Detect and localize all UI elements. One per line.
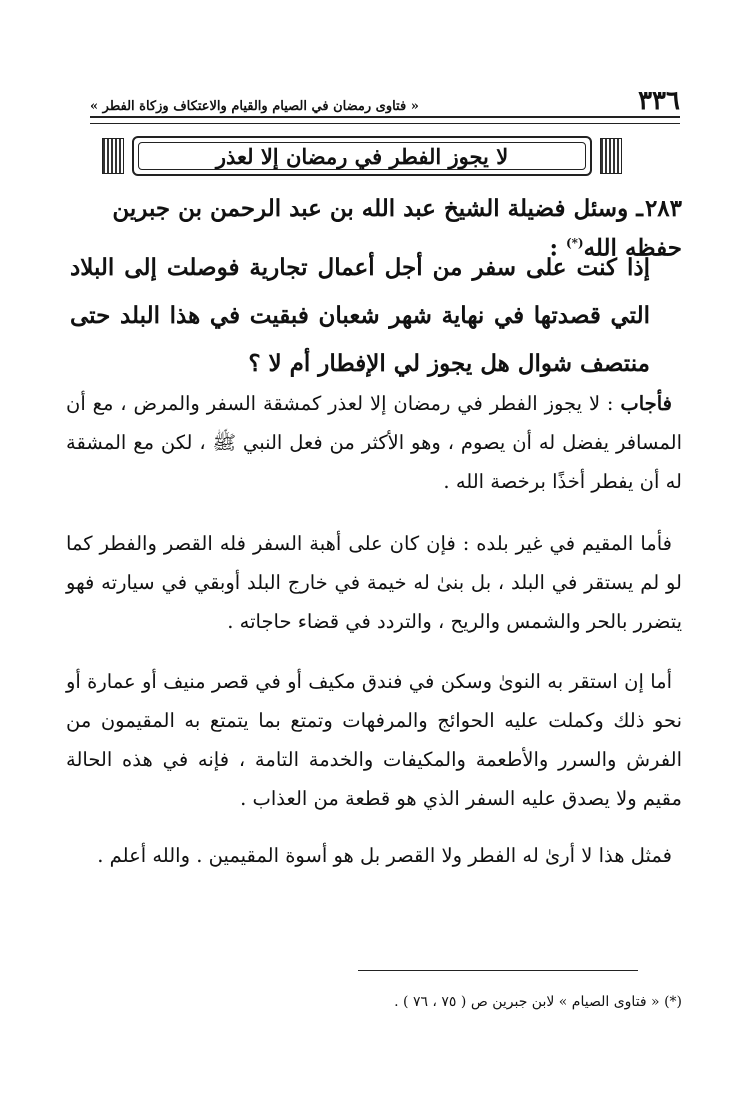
header-rule	[90, 116, 680, 124]
running-header	[90, 88, 680, 114]
question-number: ٢٨٣	[644, 195, 682, 222]
answer-paragraph-3: أما إن استقر به النوىٰ وسكن في فندق مكيف أو في قصر منيف أو عمارة أو نحو ذلك وكملت عليه الحوائج والمرفهات وتمتع بما يتمتع به المقيمون من الفرش والسرر والأطعمة والمكيفات والخدمة التامة ، فإنه في هذه الحالة مقيم ولا يصدق عليه السفر الذي هو قطعة من العذاب .	[66, 670, 682, 810]
answer-paragraph-1-text: : لا يجوز الفطر في رمضان إلا لعذر كمشقة السفر والمرض ، مع أن المسافر يفضل له أن يصوم ، وهو الأكثر من فعل النبي ﷺ ، لكن مع المشقة له أن يفطر أخذًا برخصة الله .	[66, 392, 682, 493]
section-title: لا يجوز الفطر في رمضان إلا لعذر	[215, 143, 509, 169]
question-heading-end: :	[549, 234, 566, 262]
answer-label: فأجاب	[620, 392, 672, 415]
banner-ornament-right	[600, 138, 622, 174]
page-number: ٣٣٦	[638, 86, 680, 116]
footnote-marker: (*)	[565, 236, 584, 250]
answer-paragraph-2: فأما المقيم في غير بلده : فإن كان على أهبة السفر فله القصر والفطر كما لو لم يستقر في البلد ، بل بنىٰ له خيمة في خارج البلد أوبقي في سيارته فهو يتضرر بالحر والشمس والريح ، والتردد في قضاء حاجاته .	[66, 532, 682, 633]
question-text: إذا كنت على سفر من أجل أعمال تجارية فوصلت إلى البلاد التي قصدتها في نهاية شهر شعبان فبقيت في هذا البلد حتى منتصف شوال هل يجوز لي الإفطار أم لا ؟	[70, 254, 650, 377]
running-title: « فتاوى رمضان في الصيام والقيام والاعتكاف وزكاة الفطر »	[90, 99, 419, 114]
banner-frame	[132, 136, 592, 176]
banner-ornament-left	[102, 138, 124, 174]
answer-paragraph-4: فمثل هذا لا أرىٰ له الفطر ولا القصر بل هو أسوة المقيمين . والله أعلم .	[97, 844, 672, 867]
answer-paragraph-1	[66, 384, 682, 501]
question-heading-text: ـ وسئل فضيلة الشيخ عبد الله بن عبد الرحمن بن جبرين حفظه الله	[112, 195, 682, 262]
section-banner	[102, 136, 622, 176]
footnote-rule	[358, 970, 638, 971]
footnote: (*) « فتاوى الصيام » لابن جبرين ص ( ٧٥ ، ٧٦ ) .	[394, 994, 682, 1010]
